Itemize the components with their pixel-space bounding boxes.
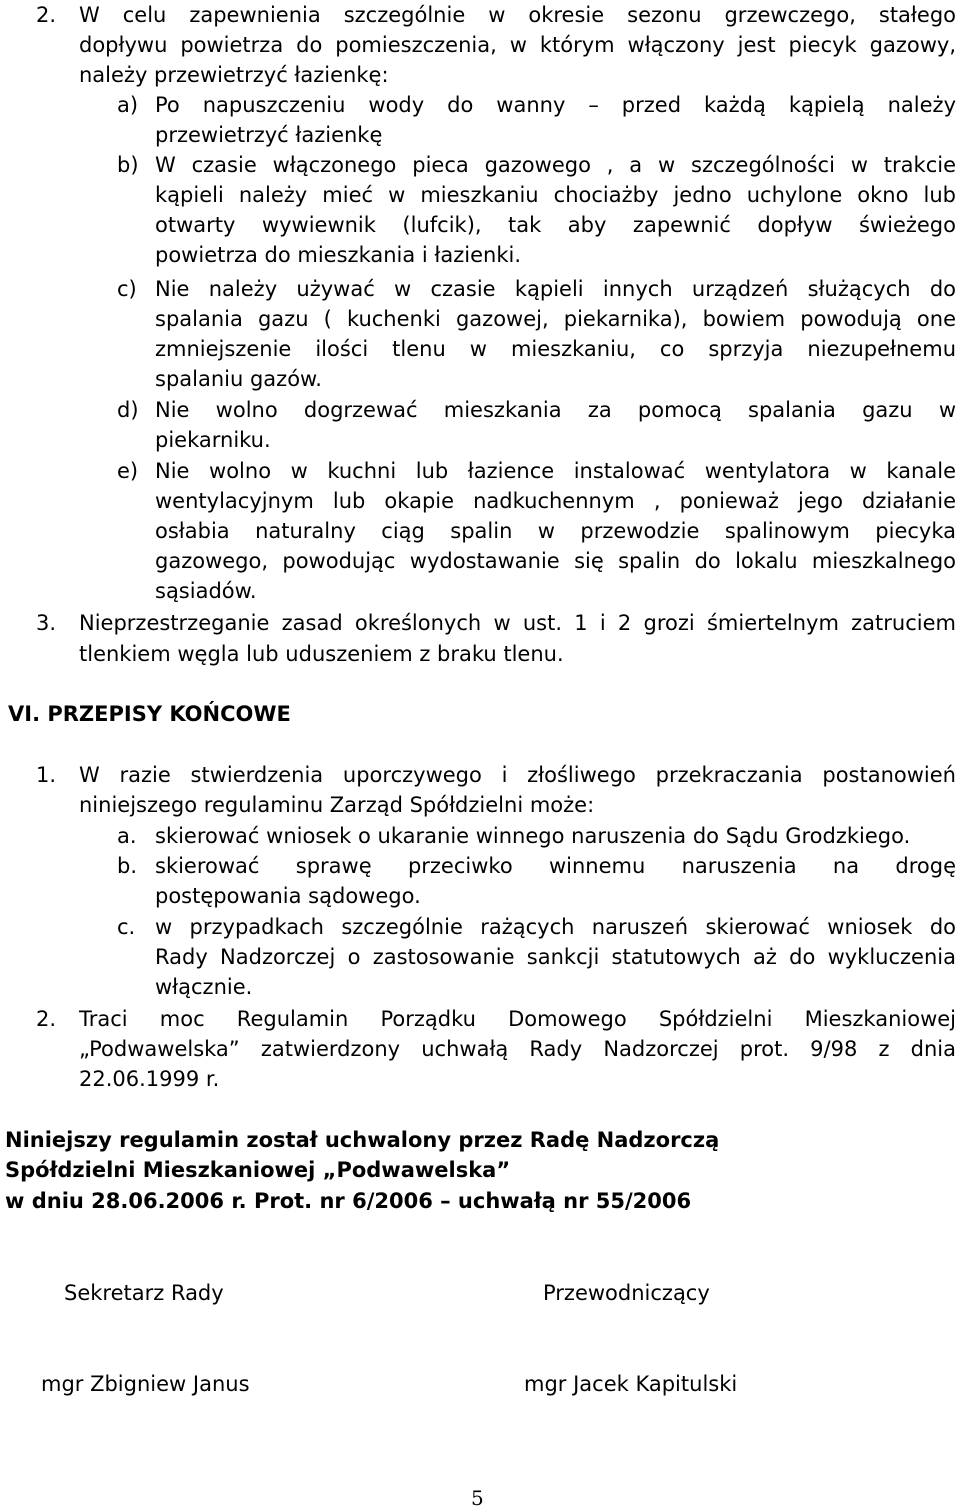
signature-name-left: mgr Zbigniew Janus [41,1372,250,1396]
subitem-label: b) [117,153,139,177]
paragraph-line: 22.06.1999 r. [79,1067,220,1091]
subitem-line: W czasie włączonego pieca gazowego , a w szczególności w trakcie [155,153,956,177]
subitem-line: w przypadkach szczególnie rażących naruszeń skierować wniosek do [155,915,956,939]
paragraph-line: „Podwawelska” zatwierdzony uchwałą Rady Nadzorczej prot. 9/98 z dnia [79,1037,956,1061]
subitem-line: skierować wniosek o ukaranie winnego naruszenia do Sądu Grodzkiego. [155,824,911,848]
signature-role-left: Sekretarz Rady [64,1281,224,1305]
subitem-line: Nie wolno dogrzewać mieszkania za pomocą spalania gazu w [155,398,956,422]
closing-line: w dniu 28.06.2006 r. Prot. nr 6/2006 – uchwałą nr 55/2006 [5,1189,692,1213]
subitem-line: Nie należy używać w czasie kąpieli innych urządzeń służących do [155,277,956,301]
section-heading: VI. PRZEPISY KOŃCOWE [8,702,291,726]
subitem-line: wentylacyjnym lub okapie nadkuchennym , ponieważ jego działanie [155,489,956,513]
closing-line: Niniejszy regulamin został uchwalony przez Radę Nadzorczą [5,1128,720,1152]
paragraph-line: W razie stwierdzenia uporczywego i złośliwego przekraczania postanowień [79,763,956,787]
subitem-line: otwarty wywiewnik (lufcik), tak aby zapewnić dopływ świeżego [155,213,956,237]
paragraph-line: niniejszego regulaminu Zarząd Spółdzielni może: [79,793,595,817]
subitem-line: zmniejszenie ilości tlenu w mieszkaniu, co sprzyja niezupełnemu [155,337,956,361]
subitem-label: d) [117,398,139,422]
subitem-label: c. [117,915,136,939]
subitem-label: b. [117,854,138,878]
subitem-line: spalania gazu ( kuchenki gazowej, piekarnika), bowiem powodują one [155,307,956,331]
subitem-line: włącznie. [155,975,253,999]
paragraph-line: dopływu powietrza do pomieszczenia, w którym włączony jest piecyk gazowy, [79,33,956,57]
subitem-line: postępowania sądowego. [155,884,421,908]
subitem-line: osłabia naturalny ciąg spalin w przewodzie spalinowym piecyka [155,519,956,543]
signature-role-right: Przewodniczący [543,1281,710,1305]
item-number: 3. [36,611,57,635]
item-number: 1. [36,763,57,787]
subitem-line: powietrza do mieszkania i łazienki. [155,243,522,267]
page-number: 5 [471,1486,484,1510]
paragraph-line: Nieprzestrzeganie zasad określonych w ust. 1 i 2 grozi śmiertelnym zatruciem [79,611,956,635]
subitem-line: piekarniku. [155,428,271,452]
subitem-label: a. [117,824,137,848]
subitem-line: sąsiadów. [155,579,257,603]
paragraph-line: tlenkiem węgla lub uduszeniem z braku tlenu. [79,642,564,666]
item-number: 2. [36,1007,57,1031]
subitem-line: Rady Nadzorczej o zastosowanie sankcji statutowych aż do wykluczenia [155,945,956,969]
closing-line: Spółdzielni Mieszkaniowej „Podwawelska” [5,1158,511,1182]
subitem-line: skierować sprawę przeciwko winnemu naruszenia na drogę [155,854,956,878]
subitem-label: c) [117,277,137,301]
subitem-line: Po napuszczeniu wody do wanny – przed każdą kąpielą należy [155,93,956,117]
signature-name-right: mgr Jacek Kapitulski [524,1372,738,1396]
paragraph-line: należy przewietrzyć łazienkę: [79,63,389,87]
subitem-label: e) [117,459,139,483]
paragraph-line: W celu zapewnienia szczególnie w okresie sezonu grzewczego, stałego [79,3,956,27]
paragraph-line: Traci moc Regulamin Porządku Domowego Spółdzielni Mieszkaniowej [79,1007,956,1031]
subitem-label: a) [117,93,139,117]
subitem-line: gazowego, powodując wydostawanie się spalin do lokalu mieszkalnego [155,549,956,573]
subitem-line: spalaniu gazów. [155,367,322,391]
subitem-line: przewietrzyć łazienkę [155,123,383,147]
subitem-line: Nie wolno w kuchni lub łazience instalować wentylatora w kanale [155,459,956,483]
subitem-line: kąpieli należy mieć w mieszkaniu chociażby jedno uchylone okno lub [155,183,956,207]
item-number: 2. [36,3,57,27]
